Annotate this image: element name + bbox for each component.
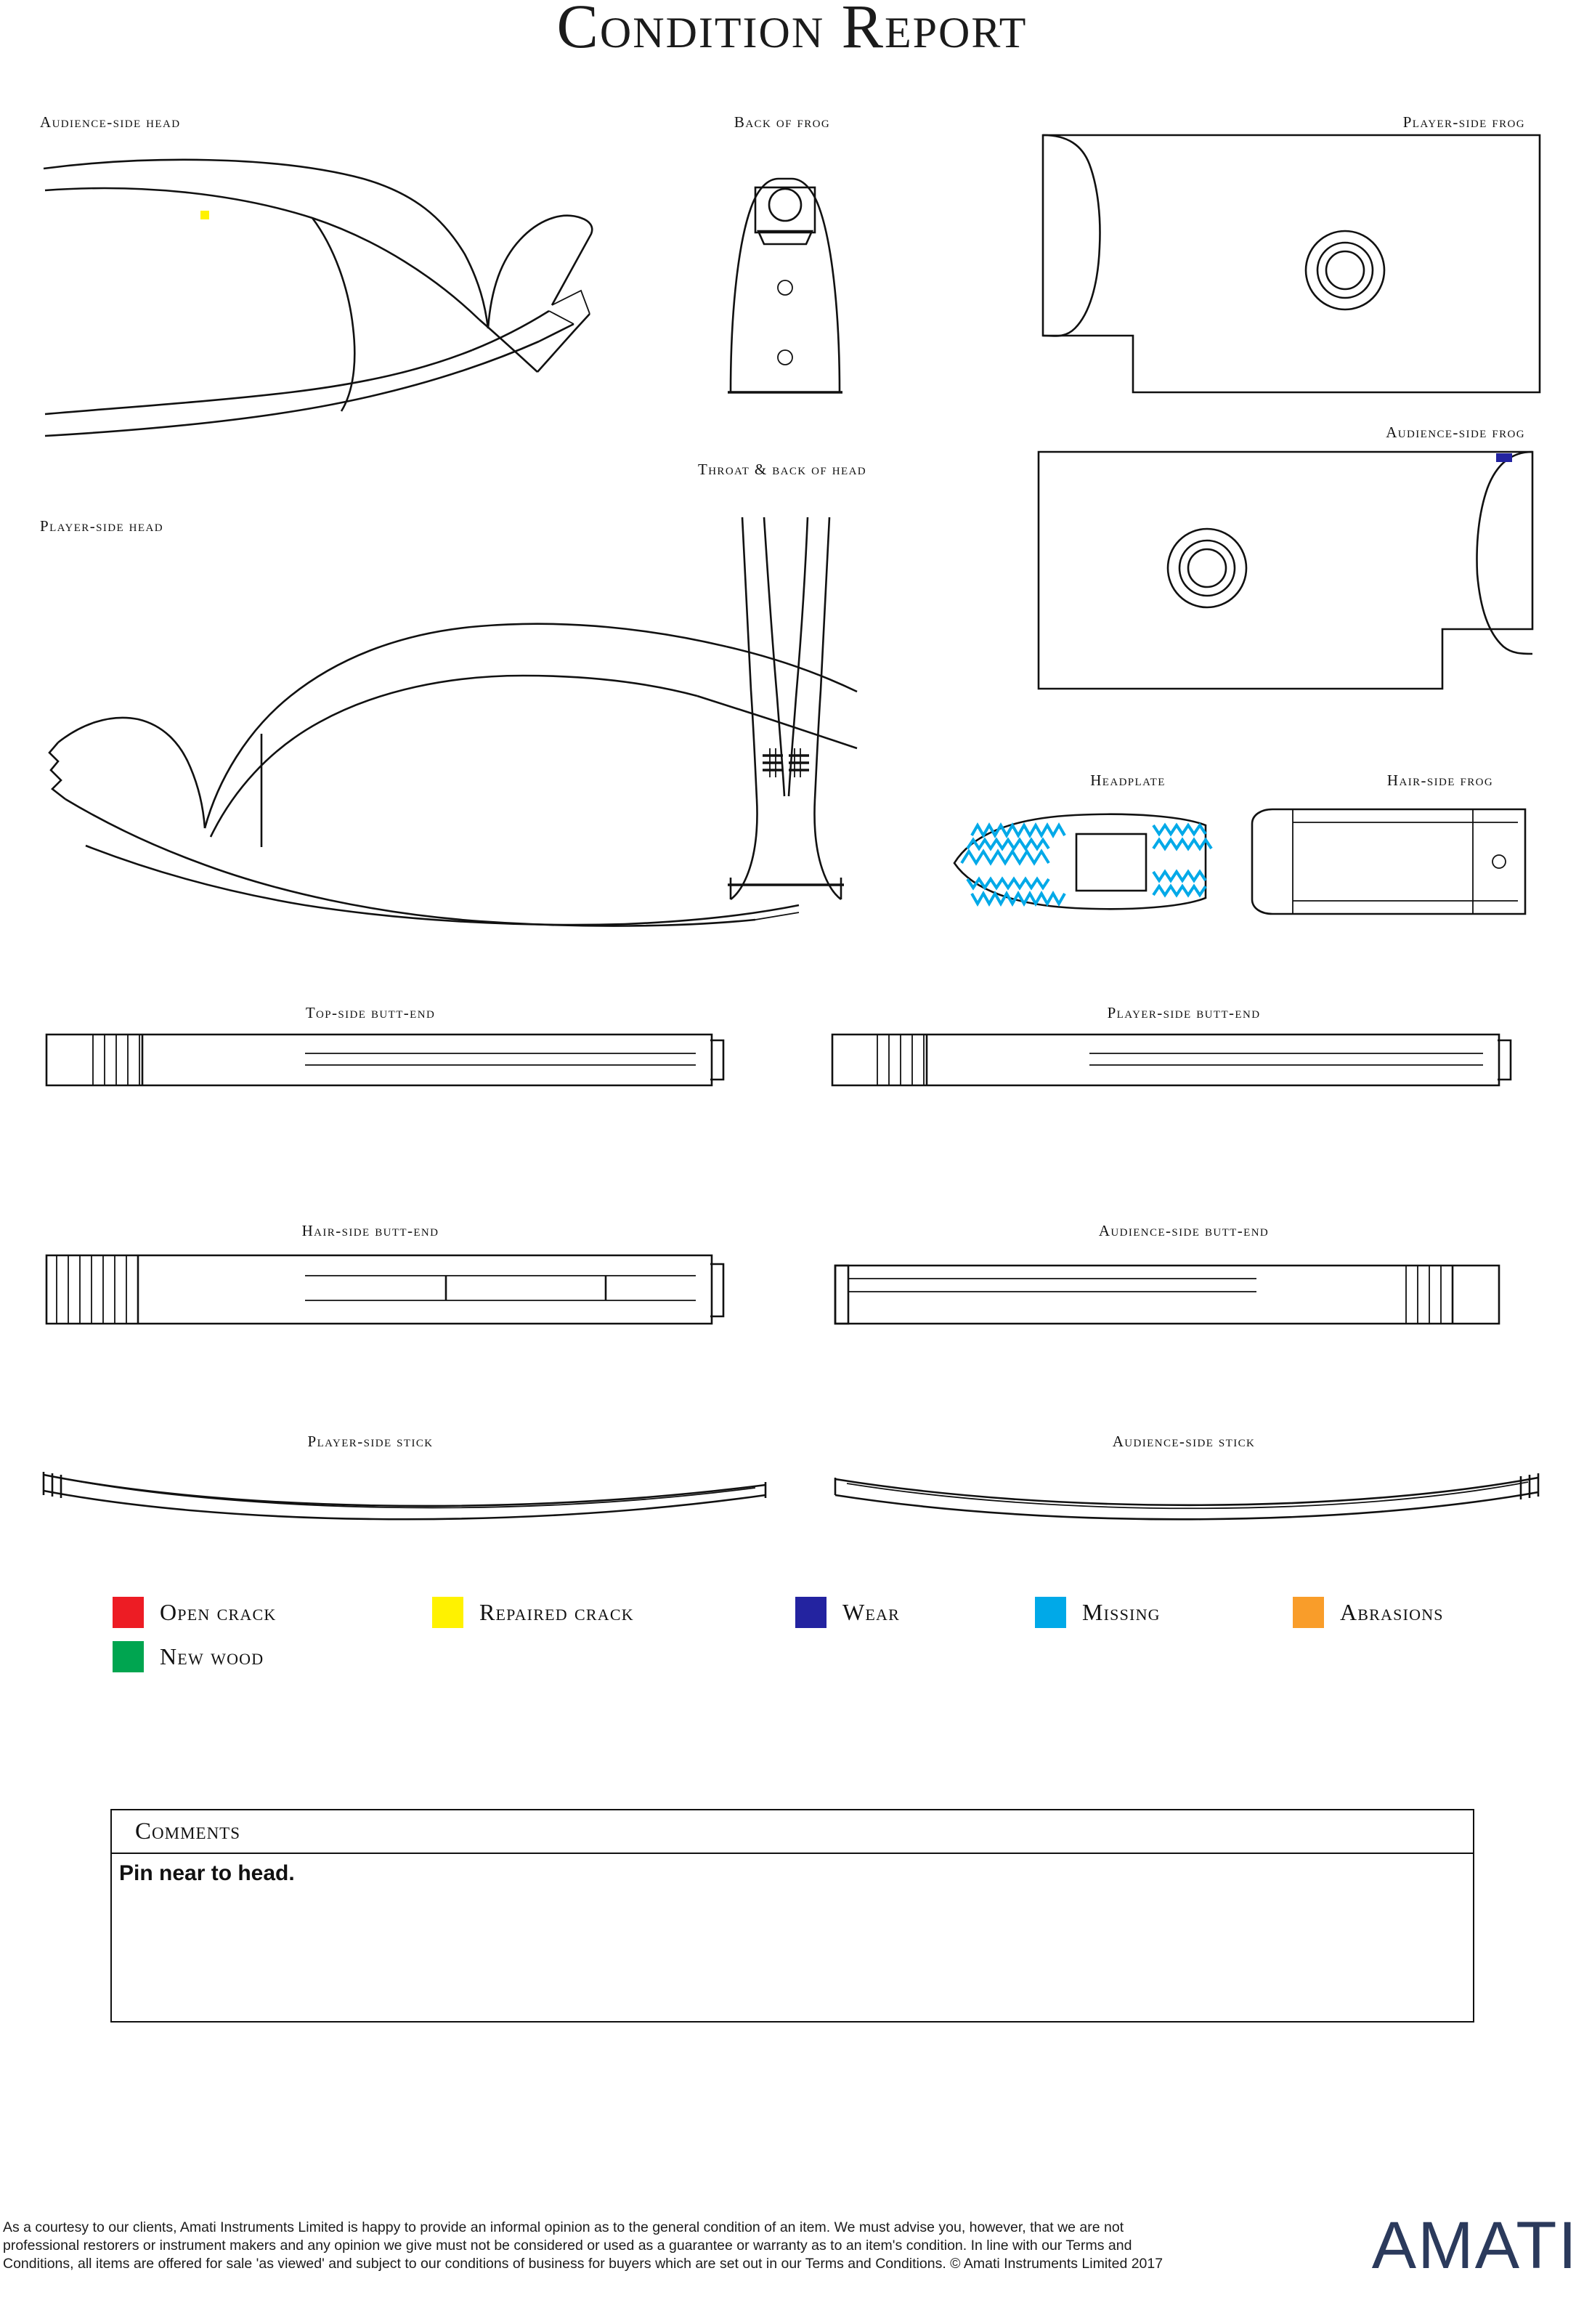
caption-audience-side-butt-end: Audience-side butt-end: [1098, 1222, 1270, 1239]
swatch-abrasions: [1293, 1597, 1324, 1628]
comments-box: [110, 1809, 1474, 2023]
diagram-back-of-frog: [728, 179, 842, 392]
diagram-audience-side-frog: [1039, 452, 1532, 689]
caption-audience-side-head: Audience-side head: [40, 113, 181, 131]
legend-label-new-wood: New wood: [160, 1643, 264, 1669]
caption-audience-side-stick: Audience-side stick: [1112, 1433, 1256, 1450]
legend-item-open-crack: [113, 1597, 432, 1628]
page-title: Condition Report: [556, 0, 1028, 61]
caption-player-side-frog: Player-side frog: [1402, 113, 1525, 131]
diagram-player-side-head: [49, 624, 857, 926]
swatch-repaired-crack: [432, 1597, 463, 1628]
legend-item-new-wood: [113, 1641, 264, 1672]
caption-throat-and-back-of-head: Throat & back of head: [697, 461, 867, 478]
legend-label-missing: Missing: [1082, 1599, 1161, 1625]
caption-headplate: Headplate: [1090, 772, 1166, 789]
legend-item-abrasions: [1293, 1597, 1444, 1628]
legend-label-open-crack: Open crack: [160, 1599, 277, 1625]
diagram-throat-and-back-of-head: [728, 517, 844, 899]
diagram-player-side-stick: [44, 1472, 765, 1519]
diagram-top-side-butt-end: [46, 1035, 723, 1085]
diagram-headplate: [954, 814, 1211, 909]
legend-label-repaired-crack: Repaired crack: [479, 1599, 634, 1625]
diagram-audience-side-stick: [835, 1473, 1538, 1519]
legend-item-missing: [1035, 1597, 1293, 1628]
caption-hair-side-butt-end: Hair-side butt-end: [301, 1222, 439, 1239]
legend-label-wear: Wear: [842, 1599, 901, 1625]
diagram-player-side-frog: [1043, 135, 1540, 392]
legend-item-wear: [795, 1597, 1035, 1628]
amati-logo: AMATI: [1371, 2208, 1578, 2283]
caption-top-side-butt-end: Top-side butt-end: [305, 1004, 436, 1021]
legend-label-abrasions: Abrasions: [1340, 1599, 1444, 1625]
diagram-player-side-butt-end: [832, 1035, 1511, 1085]
comments-body[interactable]: [112, 1854, 1473, 1886]
caption-hair-side-frog: Hair-side frog: [1386, 772, 1494, 789]
swatch-open-crack: [113, 1597, 144, 1628]
caption-audience-side-frog: Audience-side frog: [1386, 424, 1525, 441]
caption-player-side-butt-end: Player-side butt-end: [1107, 1004, 1261, 1021]
diagram-audience-side-head: [44, 160, 592, 436]
legend-row-2: [113, 1641, 1492, 1672]
comments-header-label: Comments: [135, 1818, 241, 1845]
swatch-new-wood: [113, 1641, 144, 1672]
swatch-wear: [795, 1597, 826, 1628]
diagram-hair-side-frog: [1252, 809, 1525, 914]
caption-player-side-head: Player-side head: [40, 517, 163, 535]
comments-header: [112, 1810, 1473, 1854]
diagram-audience-side-butt-end: [835, 1266, 1499, 1324]
legend-row-1: [113, 1597, 1492, 1628]
legend-item-repaired-crack: [432, 1597, 795, 1628]
comments-text: Pin near to head.: [119, 1861, 295, 1885]
diagram-hair-side-butt-end: [46, 1255, 723, 1324]
legend: [113, 1597, 1492, 1685]
footer-disclaimer: As a courtesy to our clients, Amati Instruments Limited is happy to provide an informal opinion as to the general condition of an item. We must advise you, however, that we are not professional restorers or instrument makers and any opinion we give must not be considered or used as a guarantee or warranty as to an item's condition. In line with our Terms and Conditions, all items are offered for sale 'as viewed' and subject to our conditions of business for buyers which are set out in our Terms and Conditions. © Amati Instruments Limited 2017: [3, 2219, 1163, 2272]
caption-back-of-frog: Back of frog: [734, 113, 831, 131]
caption-player-side-stick: Player-side stick: [307, 1433, 434, 1450]
swatch-missing: [1035, 1597, 1066, 1628]
